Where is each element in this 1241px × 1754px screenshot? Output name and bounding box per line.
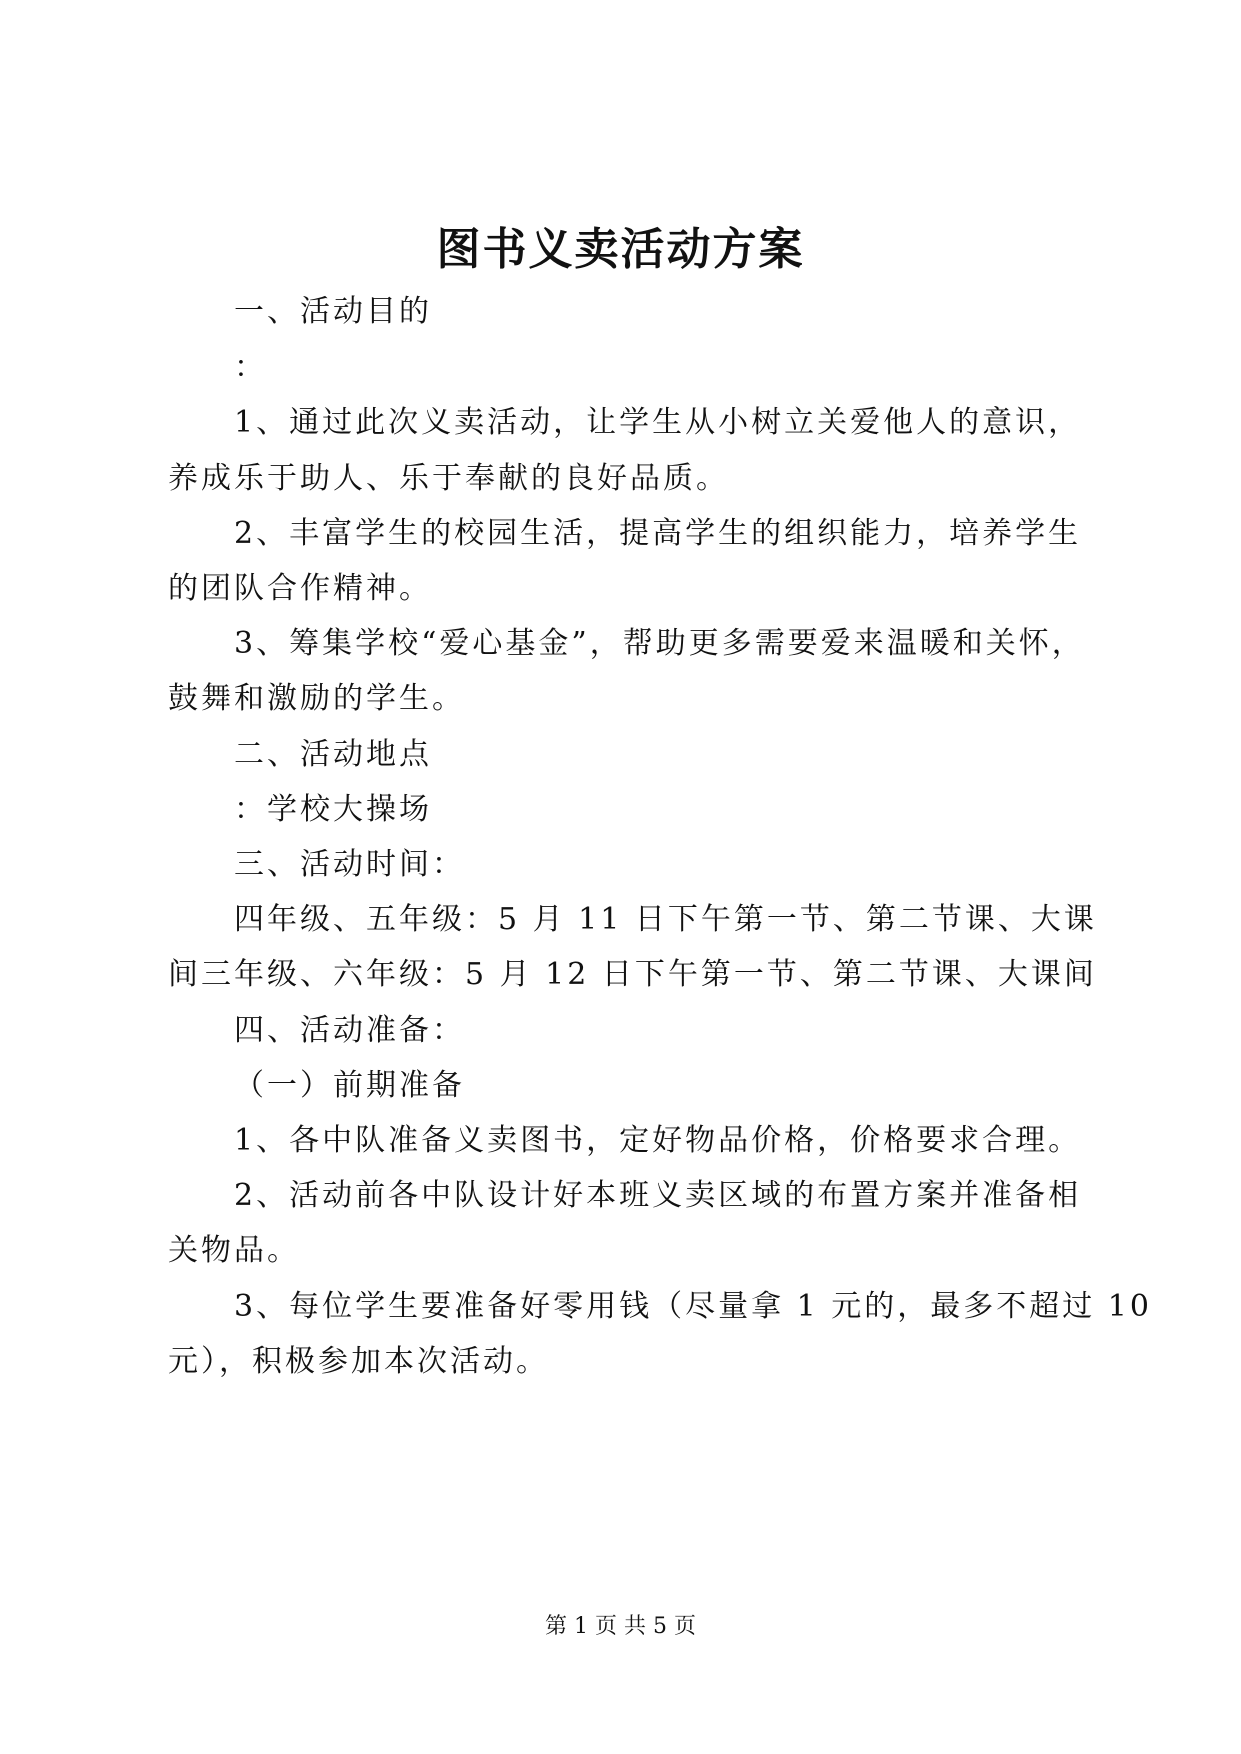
paragraph-line: ：学校大操场 bbox=[234, 792, 432, 827]
section-heading-preparation: 四、活动准备： bbox=[234, 1013, 465, 1048]
paragraph-line: 3、筹集学校“爱心基金”，帮助更多需要爱来温暖和关怀， bbox=[234, 626, 1085, 661]
document-title: 图书义卖活动方案 bbox=[436, 224, 805, 275]
paragraph-line: ： bbox=[234, 350, 267, 385]
paragraph-line: 1、各中队准备义卖图书，定好物品价格，价格要求合理。 bbox=[234, 1123, 1082, 1158]
paragraph-line: 元），积极参加本次活动。 bbox=[168, 1344, 549, 1379]
paragraph-line: 养成乐于助人、乐于奉献的良好品质。 bbox=[168, 461, 729, 496]
paragraph-line: 2、丰富学生的校园生活，提高学生的组织能力，培养学生 bbox=[234, 516, 1082, 551]
page-footer: 第 1 页 共 5 页 bbox=[545, 1614, 696, 1639]
paragraph-line: 的团队合作精神。 bbox=[168, 571, 432, 606]
subsection-heading: （一）前期准备 bbox=[234, 1068, 465, 1103]
paragraph-line: 2、活动前各中队设计好本班义卖区域的布置方案并准备相 bbox=[234, 1178, 1082, 1213]
section-heading-location: 二、活动地点 bbox=[234, 737, 432, 772]
section-heading-time: 三、活动时间： bbox=[234, 847, 465, 882]
paragraph-line: 鼓舞和激励的学生。 bbox=[168, 681, 465, 716]
paragraph-line: 四年级、五年级：5 月 11 日下午第一节、第二节课、大课 bbox=[234, 902, 1097, 937]
paragraph-line: 1、通过此次义卖活动，让学生从小树立关爱他人的意识， bbox=[234, 405, 1082, 440]
paragraph-line: 关物品。 bbox=[168, 1233, 300, 1268]
paragraph-line: 间三年级、六年级：5 月 12 日下午第一节、第二节课、大课间 bbox=[168, 957, 1097, 992]
paragraph-line: 3、每位学生要准备好零用钱（尽量拿 1 元的，最多不超过 10 bbox=[234, 1289, 1152, 1324]
section-heading-purpose: 一、活动目的 bbox=[234, 294, 432, 329]
